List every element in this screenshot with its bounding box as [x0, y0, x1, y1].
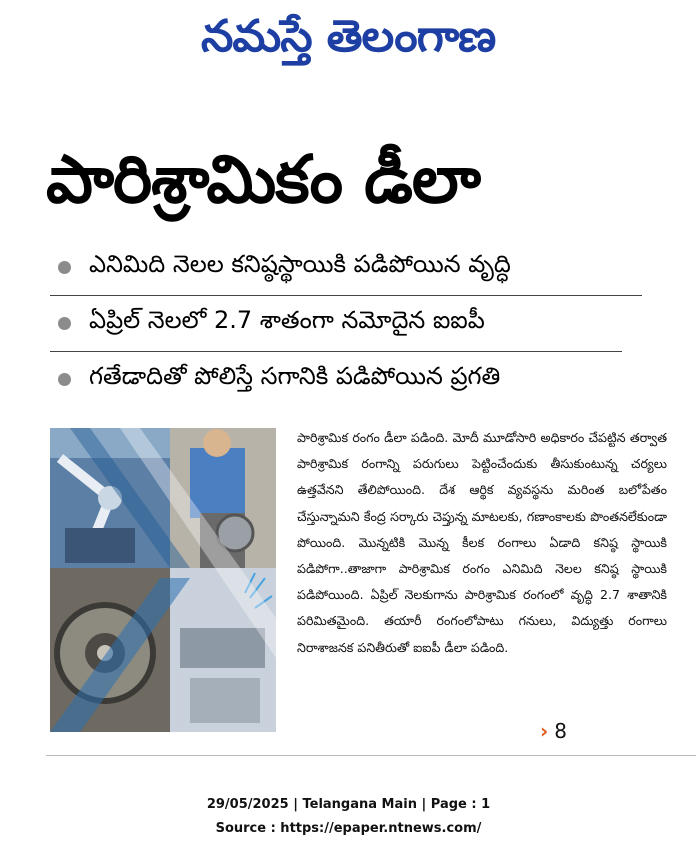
industry-photo-collage: [50, 428, 276, 732]
bullet-item: [50, 356, 650, 402]
continued-on-page[interactable]: [540, 718, 567, 744]
article-text: పారిశ్రామిక రంగం డీలా పడింది. మోదీ మూడోసారి అధికారం చేపట్టిన తర్వాత పారిశ్రామిక రంగాన్ని పరుగులు పెట్టించేందుకు తీసుకుంటున్న చర్యలు ఉత్తవేనని తేలిపోయింది. దేశ ఆర్థిక వ్యవస్థను మరింత బలోపేతం చేస్తున్నామని కేంద్ర సర్కారు చెప్తున్న మాటలకు, గణాంకాలకు పొంతనలేకుండా పోయింది. మొన్నటికి మొన్న కీలక రంగాలు ఏడాది కనిష్ఠ స్థాయికి పడిపోగా..తాజాగా పారిశ్రామిక రంగం ఎనిమిది నెలల కనిష్ఠ స్థాయికి పడిపోయింది. ఏప్రిల్ నెలకుగాను పారిశ్రామిక రంగంలో వృద్ధి 2.7 శాతానికి పరిమితమైంది. తయారీ రంగంలోపాటు గనులు, విద్యుత్తు రంగాలు నిరాశాజనక పనితీరుతో ఐఐపీ డీలా పడింది.: [297, 430, 667, 655]
bullet-divider: [50, 295, 642, 296]
bullet-text: ఎనిమిది నెలల కనిష్ఠస్థాయికి పడిపోయిన వృద్ధి: [89, 250, 511, 278]
bullet-dot-icon: [58, 373, 71, 386]
bullet-item: [50, 244, 650, 290]
bullet-dot-icon: [58, 317, 71, 330]
bullet-text: ఏప్రిల్ నెలలో 2.7 శాతంగా నమోదైన ఐఐపీ: [89, 306, 485, 334]
continued-page-number: 8: [554, 719, 567, 743]
bullet-list: [50, 244, 650, 402]
footer-source-line[interactable]: Source : https://epaper.ntnews.com/: [215, 821, 482, 836]
chevron-right-icon: ›: [540, 719, 549, 743]
headline: పారిశ్రామికం డీలా: [46, 141, 481, 218]
footer-divider: [46, 755, 696, 756]
masthead: [0, 2, 697, 72]
footer-date-line: 29/05/2025 | Telangana Main | Page : 1: [206, 797, 491, 812]
masthead-title: నమస్తే తెలంగాణ: [201, 11, 496, 62]
article-body: [297, 425, 667, 661]
bullet-item: [50, 300, 650, 346]
bullet-dot-icon: [58, 261, 71, 274]
bullet-text: గతేడాదితో పోలిస్తే సగానికి పడిపోయిన ప్రగతి: [89, 362, 501, 390]
bullet-divider: [50, 351, 622, 352]
